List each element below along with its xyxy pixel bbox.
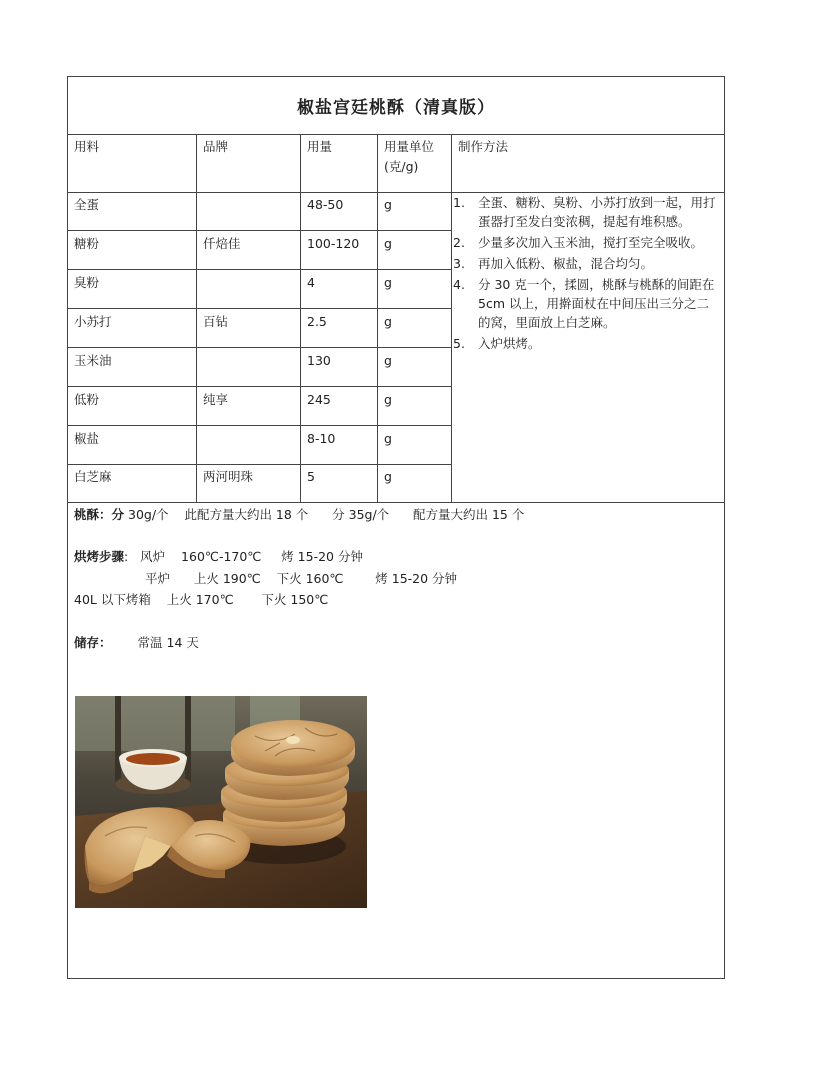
brand-cell: 仟焙佳 [203,236,241,251]
baking-line-3: 40L 以下烤箱 上火 170℃ 下火 150℃ [74,592,329,607]
header-ingredient: 用料 [74,139,100,154]
ingredient-cell: 低粉 [74,392,100,407]
unit-cell: g [384,197,392,212]
amount-cell: 48-50 [307,197,344,212]
amount-cell: 2.5 [307,314,327,329]
table-divider [68,425,451,426]
step-text: 全蛋、糖粉、臭粉、小苏打放到一起，用打蛋器打至发白变浓稠，提起有堆积感。 [478,195,716,229]
table-divider [68,347,451,348]
table-divider [68,230,451,231]
portion-note [74,505,524,525]
brand-cell: 百钻 [203,314,229,329]
step-text: 少量多次加入玉米油，搅打至完全吸收。 [478,235,704,250]
ingredient-cell: 玉米油 [74,353,112,368]
header-brand: 品牌 [203,139,229,154]
ingredient-cell: 臭粉 [74,275,100,290]
brand-cell: 纯享 [203,392,229,407]
brand-cell: 两河明珠 [203,469,254,484]
method-step [453,334,721,353]
unit-cell: g [384,314,392,329]
unit-cell: g [384,275,392,290]
header-unit: 用量单位(克/g) [384,139,435,174]
step-text: 入炉烘烤。 [478,336,541,351]
step-number: 4. [453,277,465,292]
header-amount: 用量 [307,139,333,154]
baking-label: 烘烤步骤 [74,549,125,564]
table-divider [68,386,451,387]
amount-cell: 130 [307,353,331,368]
method-step [453,254,721,273]
storage-note [74,633,199,653]
step-number: 3. [453,256,465,271]
step-number: 5. [453,336,465,351]
cookie-photo [75,696,367,908]
unit-cell: g [384,236,392,251]
table-divider [377,135,378,502]
amount-cell: 4 [307,275,315,290]
amount-cell: 8-10 [307,431,336,446]
amount-cell: 100-120 [307,236,360,251]
table-divider [196,135,197,502]
recipe-title: 椒盐宫廷桃酥（清真版） [68,77,724,135]
table-divider [68,502,724,503]
storage-label: 储存： [74,635,112,650]
ingredient-cell: 白芝麻 [74,469,112,484]
unit-cell: g [384,353,392,368]
ingredient-cell: 椒盐 [74,431,100,446]
table-divider [68,269,451,270]
table-divider [451,135,452,502]
baking-line-2: 平炉 上火 190℃ 下火 160℃ 烤 15-20 分钟 [145,571,458,586]
method-step [453,233,721,252]
ingredient-cell: 小苏打 [74,314,112,329]
step-number: 1. [453,195,465,210]
table-divider [68,464,451,465]
baking-line-1 [74,547,363,567]
amount-cell: 245 [307,392,331,407]
recipe-card [67,76,725,979]
table-divider [300,135,301,502]
amount-cell: 5 [307,469,315,484]
unit-cell: g [384,392,392,407]
ingredient-cell: 全蛋 [74,197,100,212]
method-list [453,193,721,355]
method-step [453,193,721,231]
step-number: 2. [453,235,465,250]
ingredient-cell: 糖粉 [74,236,100,251]
step-text: 分 30 克一个，揉圆，桃酥与桃酥的间距在 5cm 以上，用擀面杖在中间压出三分之二的窝，里面放上白芝麻。 [478,277,715,330]
table-divider [68,308,451,309]
portion-text: 30g/个 此配方量大约出 18 个 分 35g/个 配方量大约出 15 个 [124,507,525,522]
portion-split: 分 [111,507,125,522]
unit-cell: g [384,469,392,484]
storage-value: 常温 14 天 [137,635,199,650]
method-step [453,275,721,332]
unit-cell: g [384,431,392,446]
header-method: 制作方法 [458,139,509,154]
step-text: 再加入低粉、椒盐，混合均匀。 [478,256,654,271]
baking-convection: : 风炉 160℃-170℃ 烤 15-20 分钟 [124,549,363,564]
portion-label: 桃酥： [74,507,112,522]
